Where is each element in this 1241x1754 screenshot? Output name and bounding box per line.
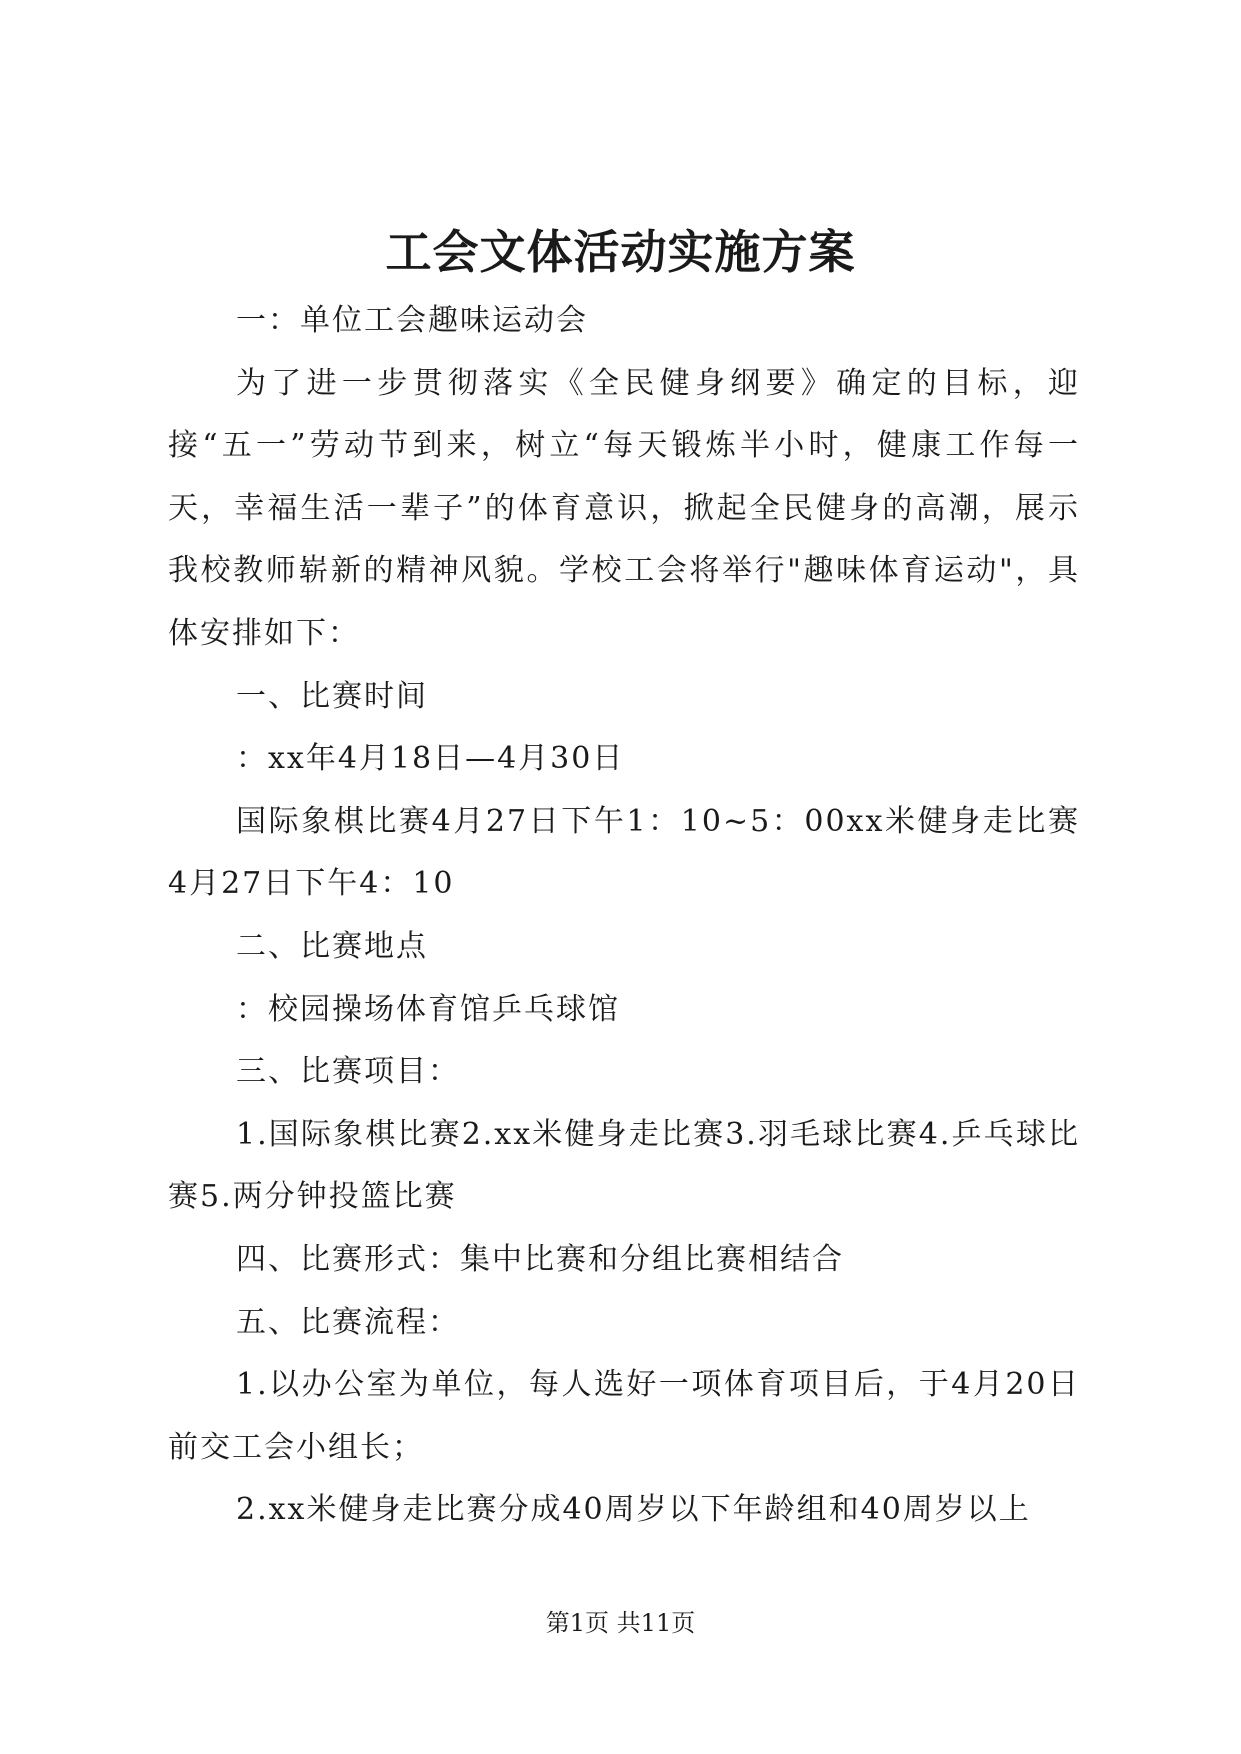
paragraph: 一：单位工会趣味运动会 (236, 303, 588, 338)
paragraph: 三、比赛项目： (236, 1054, 460, 1090)
document-title: 工会文体活动实施方案 (385, 225, 856, 279)
paragraph: 1.以办公室为单位，每人选好一项体育项目后，于4月20日前交工会小组长； (168, 1367, 1080, 1465)
paragraph: 四、比赛形式：集中比赛和分组比赛相结合 (236, 1241, 844, 1277)
paragraph: 五、比赛流程： (236, 1304, 460, 1340)
paragraph: 2.xx米健身走比赛分成40周岁以下年龄组和40周岁以上 (236, 1492, 1031, 1528)
paragraph: 为了进一步贯彻落实《全民健身纲要》确定的目标，迎接“五一”劳动节到来，树立“每天锻炼半小时，健康工作每一天，幸福生活一辈子”的体育意识，掀起全民健身的高潮，展示我校教师崭新的精神风貌。学校工会将举行"趣味体育运动"，具体安排如下： (168, 365, 1080, 651)
paragraph: ：校园操场体育馆乒乓球馆 (236, 991, 620, 1027)
document-body (168, 290, 1080, 1542)
page-indicator: 第1页 共11页 (545, 1609, 696, 1637)
paragraph: ：xx年4月18日—4月30日 (236, 741, 625, 777)
paragraph: 二、比赛地点 (236, 928, 428, 964)
paragraph: 一、比赛时间 (236, 678, 428, 714)
paragraph: 国际象棋比赛4月27日下午1：10~5：00xx米健身走比赛4月27日下午4：10 (168, 803, 1080, 902)
paragraph: 1.国际象棋比赛2.xx米健身走比赛3.羽毛球比赛4.乒乓球比赛5.两分钟投篮比赛 (168, 1116, 1080, 1215)
